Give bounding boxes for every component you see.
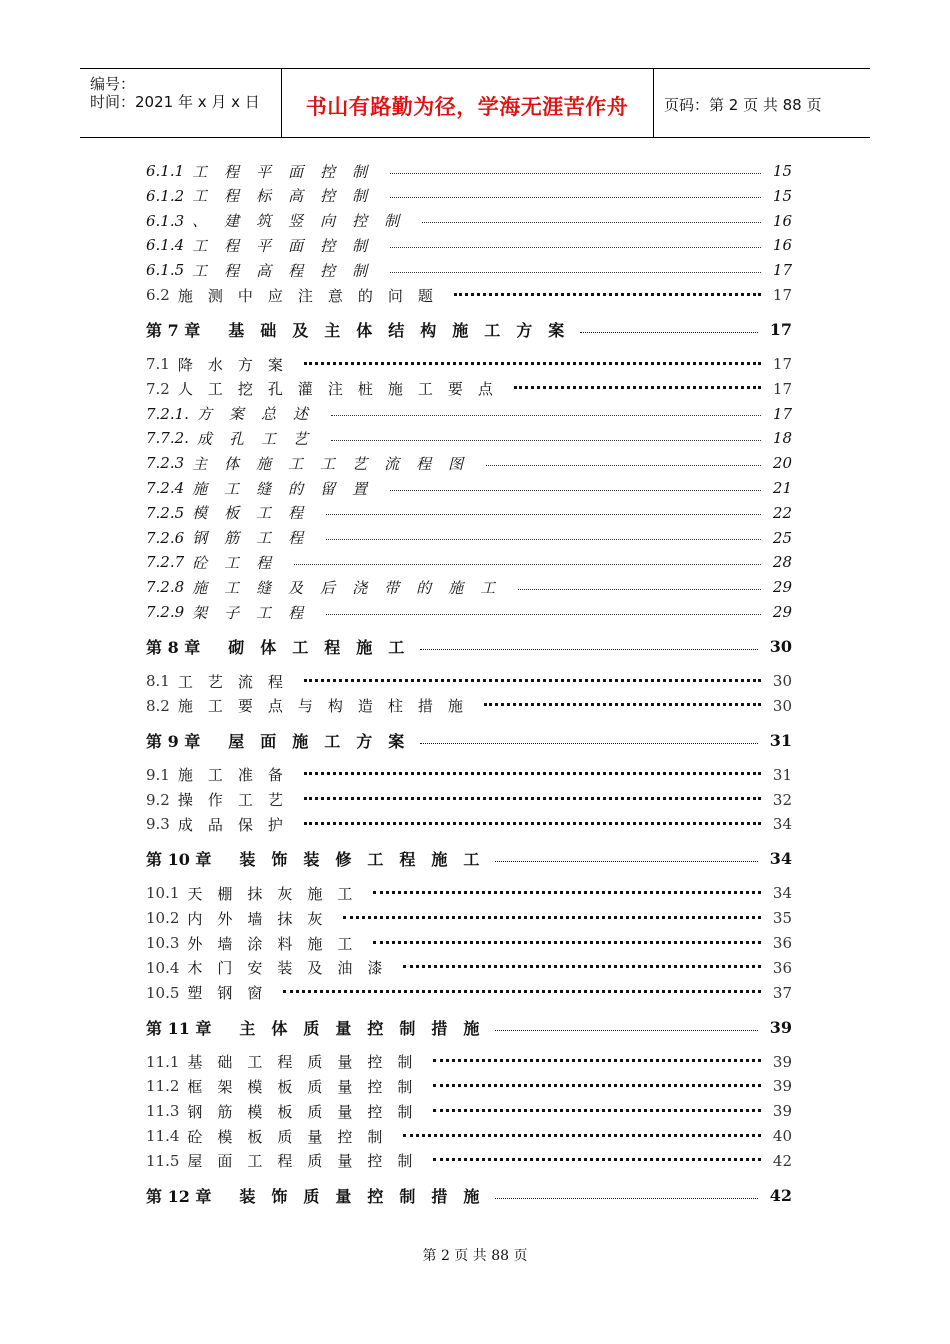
toc-dot-leader — [514, 386, 761, 389]
toc-entry-number: 9.2 — [146, 790, 170, 809]
toc-dot-leader — [304, 362, 761, 365]
toc-entry[interactable] — [146, 427, 792, 449]
toc-entry-title: 工程平面控制 — [192, 236, 385, 255]
toc-entry-page: 36 — [772, 934, 792, 952]
toc-entry-title: 屋面工程质量控制 — [187, 1152, 428, 1171]
toc-entry-number: 11.4 — [146, 1127, 180, 1145]
toc-entry-page: 28 — [772, 553, 792, 572]
toc-entry-number: 7.7.2. — [146, 429, 189, 448]
toc-entry[interactable] — [146, 789, 792, 811]
toc-entry-number: 6.2 — [146, 286, 170, 304]
toc-dot-leader — [433, 1084, 760, 1087]
toc-entry-title: 屋面施工方案 — [228, 731, 421, 751]
toc-entry[interactable] — [146, 932, 792, 954]
toc-entry-title: 成孔工艺 — [196, 429, 325, 448]
toc-dot-leader — [331, 440, 761, 441]
toc-entry-number: 7.2.3 — [146, 454, 185, 473]
toc-entry-title: 木门安装及油漆 — [187, 959, 398, 978]
toc-entry-title: 装饰质量控制措施 — [239, 1186, 496, 1206]
toc-entry-page: 31 — [772, 765, 792, 784]
toc-entry-number: 7.2.8 — [146, 578, 185, 597]
toc-entry-title: 、建筑竖向控制 — [192, 212, 417, 231]
toc-dot-leader — [403, 965, 760, 968]
toc-entry-title: 人工挖孔灌注桩施工要点 — [177, 380, 508, 399]
toc-entry-number: 10.1 — [146, 884, 180, 903]
toc-entry-page: 42 — [769, 1185, 792, 1205]
toc-entry-number: 6.1.1 — [146, 162, 185, 180]
toc-entry-page: 25 — [772, 528, 792, 547]
toc-entry-title: 主体质量控制措施 — [239, 1018, 496, 1038]
toc-entry[interactable] — [146, 601, 792, 623]
toc-entry-page: 17 — [769, 320, 792, 339]
toc-entry[interactable] — [146, 813, 792, 835]
toc-entry[interactable] — [146, 957, 792, 979]
toc-dot-leader — [518, 589, 761, 590]
document-time-label: 时间：2021 年 x 月 x 日 — [90, 93, 260, 111]
toc-entry-page: 34 — [772, 884, 792, 903]
toc-entry-number: 11.2 — [146, 1077, 180, 1096]
toc-entry-page: 39 — [772, 1102, 792, 1121]
toc-entry[interactable] — [146, 729, 792, 751]
toc-entry[interactable] — [146, 210, 792, 232]
toc-dot-leader — [433, 1158, 760, 1161]
toc-entry-page: 17 — [772, 261, 792, 280]
toc-entry[interactable] — [146, 452, 792, 474]
toc-entry[interactable] — [146, 527, 792, 549]
toc-entry-page: 35 — [772, 909, 792, 928]
toc-entry-page: 21 — [772, 479, 792, 497]
toc-entry[interactable] — [146, 907, 792, 929]
toc-entry-number: 7.2.6 — [146, 528, 185, 547]
toc-entry[interactable] — [146, 551, 792, 573]
toc-entry-page: 17 — [772, 286, 792, 304]
toc-entry-title: 工程高程控制 — [192, 261, 385, 280]
toc-entry-page: 16 — [772, 236, 792, 255]
toc-entry-page: 30 — [769, 637, 792, 656]
toc-entry-number: 第 8 章 — [146, 638, 201, 657]
toc-entry-page: 31 — [769, 730, 792, 750]
toc-dot-leader — [326, 514, 761, 515]
toc-dot-leader — [580, 332, 757, 333]
toc-entry-page: 30 — [772, 672, 792, 690]
toc-dot-leader — [343, 916, 760, 919]
toc-dot-leader — [390, 173, 761, 174]
toc-entry-title: 施工要点与构造柱措施 — [177, 697, 478, 716]
toc-entry-title: 操作工艺 — [177, 791, 298, 810]
toc-dot-leader — [495, 861, 757, 862]
toc-dot-leader — [283, 990, 760, 993]
toc-entry-number: 10.2 — [146, 909, 180, 928]
toc-entry-page: 29 — [772, 578, 792, 597]
toc-entry[interactable] — [146, 576, 792, 598]
toc-entry-title: 塑钢窗 — [187, 984, 278, 1003]
toc-entry-title: 工程标高控制 — [192, 187, 385, 206]
toc-entry-number: 8.2 — [146, 696, 170, 715]
toc-entry-page: 16 — [772, 211, 792, 230]
toc-dot-leader — [495, 1198, 757, 1199]
toc-dot-leader — [403, 1134, 760, 1137]
toc-entry-title: 基础及主体结构施工方案 — [228, 321, 581, 340]
toc-dot-leader — [454, 293, 761, 296]
toc-dot-leader — [304, 772, 761, 775]
toc-entry-number: 第 10 章 — [146, 850, 212, 870]
toc-dot-leader — [304, 679, 761, 682]
toc-entry-number: 7.2.7 — [146, 553, 185, 572]
toc-dot-leader — [422, 222, 761, 223]
toc-dot-leader — [495, 1030, 757, 1031]
header-motto: 书山有路勤为径，学海无涯苦作舟 — [305, 95, 629, 119]
toc-dot-leader — [294, 564, 761, 565]
toc-entry-number: 第 11 章 — [146, 1018, 212, 1038]
toc-entry[interactable] — [146, 670, 792, 692]
toc-entry-title: 架子工程 — [192, 603, 321, 622]
toc-entry-number: 11.5 — [146, 1151, 180, 1170]
toc-dot-leader — [420, 743, 757, 744]
toc-entry[interactable] — [146, 636, 792, 658]
toc-entry-page: 32 — [772, 790, 792, 809]
toc-entry[interactable] — [146, 1075, 792, 1097]
toc-entry-title: 框架模板质量控制 — [187, 1077, 428, 1096]
toc-entry-title: 工艺流程 — [177, 672, 298, 691]
toc-entry[interactable] — [146, 378, 792, 400]
toc-entry-number: 7.2.4 — [146, 479, 185, 497]
toc-entry-number: 7.2.5 — [146, 503, 185, 522]
toc-entry-title: 施测中应注意的问题 — [177, 286, 448, 305]
toc-entry[interactable] — [146, 259, 792, 281]
toc-entry-page: 29 — [772, 603, 792, 621]
toc-entry-title: 降水方案 — [177, 355, 298, 374]
toc-entry-page: 39 — [772, 1077, 792, 1096]
toc-dot-leader — [373, 941, 760, 944]
toc-entry-title: 工程平面控制 — [192, 162, 385, 181]
toc-entry-page: 15 — [772, 162, 792, 180]
toc-entry-page: 34 — [772, 815, 792, 834]
toc-dot-leader — [420, 649, 757, 650]
toc-entry-page: 34 — [769, 849, 792, 869]
toc-entry-title: 施工缝及后浇带的施工 — [192, 578, 513, 597]
toc-entry[interactable] — [146, 1016, 792, 1038]
toc-entry-number: 11.1 — [146, 1052, 180, 1071]
toc-entry[interactable] — [146, 319, 792, 341]
toc-entry-page: 37 — [772, 983, 792, 1002]
toc-entry[interactable] — [146, 502, 792, 524]
document-number-label: 编号： — [90, 75, 136, 93]
toc-dot-leader — [326, 539, 761, 540]
toc-entry[interactable] — [146, 982, 792, 1004]
toc-entry-number: 8.1 — [146, 672, 170, 690]
toc-entry-page: 17 — [772, 404, 792, 423]
toc-entry-number: 10.4 — [146, 958, 180, 977]
toc-entry-page: 22 — [772, 503, 792, 522]
toc-entry-number: 10.3 — [146, 934, 180, 952]
toc-entry[interactable] — [146, 185, 792, 207]
toc-entry[interactable] — [146, 1184, 792, 1206]
toc-entry-title: 模板工程 — [192, 504, 321, 523]
toc-entry[interactable] — [146, 764, 792, 786]
toc-entry[interactable] — [146, 160, 792, 182]
toc-entry-number: 6.1.3 — [146, 211, 185, 230]
toc-entry-title: 外墙涂料施工 — [187, 934, 368, 953]
toc-entry-page: 17 — [772, 355, 792, 373]
toc-entry-title: 钢筋工程 — [192, 529, 321, 548]
toc-entry-title: 成品保护 — [177, 815, 298, 834]
toc-entry-title: 天棚抹灰施工 — [187, 884, 368, 903]
toc-dot-leader — [433, 1059, 760, 1062]
toc-entry-title: 内外墙抹灰 — [187, 909, 338, 928]
toc-entry[interactable] — [146, 1051, 792, 1073]
toc-entry-title: 方案总述 — [196, 405, 325, 424]
toc-entry[interactable] — [146, 1125, 792, 1147]
toc-entry-number: 9.3 — [146, 815, 170, 834]
toc-entry-page: 15 — [772, 186, 792, 205]
toc-entry[interactable] — [146, 882, 792, 904]
toc-entry[interactable] — [146, 284, 792, 306]
toc-dot-leader — [390, 197, 761, 198]
toc-entry-number: 7.2 — [146, 379, 170, 398]
toc-entry-title: 施工准备 — [177, 766, 298, 785]
toc-dot-leader — [484, 703, 761, 706]
toc-entry-title: 主体施工工艺流程图 — [192, 454, 481, 473]
toc-dot-leader — [304, 797, 761, 800]
toc-dot-leader — [331, 415, 761, 416]
toc-entry[interactable] — [146, 353, 792, 375]
toc-entry-page: 39 — [769, 1017, 792, 1037]
toc-dot-leader — [390, 272, 761, 273]
toc-entry[interactable] — [146, 1150, 792, 1172]
page-footer: 第 2 页 共 88 页 — [422, 1248, 528, 1264]
toc-entry-title: 施工缝的留置 — [192, 479, 385, 498]
toc-entry-title: 砼模板质量控制 — [187, 1127, 398, 1146]
toc-entry-title: 砼工程 — [192, 553, 289, 572]
toc-entry-page: 42 — [772, 1151, 792, 1170]
toc-entry-page: 39 — [772, 1052, 792, 1071]
toc-entry-number: 第 12 章 — [146, 1186, 212, 1206]
toc-entry-number: 9.1 — [146, 765, 170, 784]
toc-entry-number: 10.5 — [146, 983, 180, 1002]
toc-entry-page: 17 — [772, 379, 792, 398]
toc-dot-leader — [390, 247, 761, 248]
toc-entry-number: 6.1.5 — [146, 261, 185, 280]
toc-entry-number: 7.2.9 — [146, 603, 185, 621]
toc-entry[interactable] — [146, 695, 792, 717]
toc-entry[interactable] — [146, 1100, 792, 1122]
toc-entry[interactable] — [146, 477, 792, 499]
toc-entry-number: 6.1.4 — [146, 236, 185, 255]
toc-entry-page: 20 — [772, 454, 792, 473]
toc-entry-number: 6.1.2 — [146, 186, 185, 205]
toc-entry-number: 7.2.1. — [146, 404, 189, 423]
toc-entry-number: 第 9 章 — [146, 731, 201, 751]
toc-entry[interactable] — [146, 848, 792, 870]
toc-entry-number: 11.3 — [146, 1102, 180, 1121]
toc-entry-page: 30 — [772, 696, 792, 715]
toc-entry[interactable] — [146, 234, 792, 256]
toc-entry-page: 40 — [772, 1127, 792, 1145]
toc-dot-leader — [304, 822, 761, 825]
toc-dot-leader — [390, 490, 761, 491]
toc-entry-page: 36 — [772, 958, 792, 977]
toc-entry-title: 基础工程质量控制 — [187, 1053, 428, 1072]
toc-dot-leader — [486, 465, 761, 466]
toc-entry[interactable] — [146, 403, 792, 425]
toc-entry-page: 18 — [772, 429, 792, 448]
toc-entry-title: 钢筋模板质量控制 — [187, 1102, 428, 1121]
toc-dot-leader — [326, 614, 761, 615]
toc-entry-title: 装饰装修工程施工 — [239, 850, 496, 870]
header-page-info: 页码：第 2 页 共 88 页 — [664, 96, 822, 114]
toc-entry-title: 砌体工程施工 — [228, 638, 421, 657]
toc-entry-number: 第 7 章 — [146, 321, 201, 340]
toc-entry-number: 7.1 — [146, 355, 170, 373]
toc-dot-leader — [433, 1109, 760, 1112]
toc-dot-leader — [373, 891, 760, 894]
